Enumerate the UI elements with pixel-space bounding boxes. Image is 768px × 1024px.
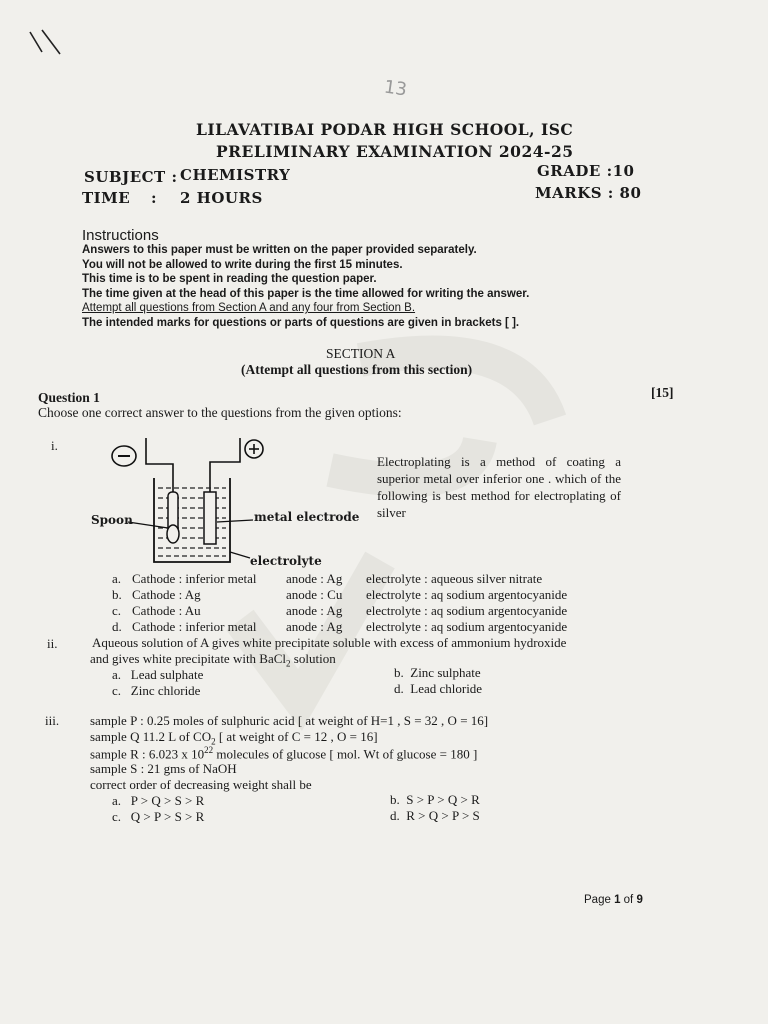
time-label: TIME bbox=[82, 189, 131, 207]
option-d: d. Lead chloride bbox=[394, 681, 483, 696]
instruction-line: This time is to be spent in reading the question paper. bbox=[82, 273, 377, 286]
instructions-list bbox=[82, 243, 529, 331]
subquestion-number-ii: ii. bbox=[47, 636, 58, 651]
question-marks: [15] bbox=[651, 385, 674, 400]
option-b bbox=[112, 587, 592, 603]
handwritten-page-number: 13 bbox=[382, 76, 409, 101]
option-letter: a. bbox=[112, 571, 122, 586]
subject-value: CHEMISTRY bbox=[180, 166, 291, 184]
option-a: a. Lead sulphate bbox=[112, 667, 204, 682]
sample-s: sample S : 21 gms of NaOH bbox=[90, 761, 237, 776]
question-prompt: Choose one correct answer to the questions from the given options: bbox=[38, 405, 402, 420]
option-electrolyte: electrolyte : aqueous silver nitrate bbox=[366, 571, 543, 586]
school-name: LILAVATIBAI PODAR HIGH SCHOOL, ISC bbox=[196, 120, 574, 139]
subquestion-number-iii: iii. bbox=[45, 713, 60, 728]
electroplating-diagram bbox=[88, 434, 358, 574]
sample-q: sample Q 11.2 L of $CO_2$ [ at weight of C = 12 , O = 16] bbox=[90, 729, 378, 747]
sample-r: sample R : 6.023 x $10^{22}$ molecules of glucose [ mol. Wt of glucose = 180 ] bbox=[90, 745, 478, 762]
subquestion-ii-line1: Aqueous solution of A gives white precipitate soluble with excess of ammonium hydroxide bbox=[92, 635, 567, 650]
option-cathode: Cathode : inferior metal bbox=[132, 571, 257, 586]
option-anode: anode : Ag bbox=[286, 603, 343, 618]
option-d: d. R > Q > P > S bbox=[390, 808, 480, 823]
sample-p: sample P : 0.25 moles of sulphuric acid [ at weight of H=1 , S = 32 , O = 16] bbox=[90, 713, 489, 728]
diagram-label-spoon: Spoon bbox=[91, 513, 133, 527]
grade: GRADE :10 bbox=[537, 162, 635, 180]
option-d bbox=[112, 619, 592, 635]
option-electrolyte: electrolyte : aq sodium argentocyanide bbox=[366, 619, 568, 634]
option-cathode: Cathode : Au bbox=[132, 603, 201, 618]
option-c: c. Q > P > S > R bbox=[112, 809, 205, 824]
time-value: 2 HOURS bbox=[180, 189, 263, 207]
option-b: b. Zinc sulphate bbox=[394, 665, 481, 680]
option-c bbox=[112, 603, 592, 619]
subquestion-number-i: i. bbox=[51, 438, 58, 453]
option-a bbox=[112, 571, 592, 587]
instruction-line: Answers to this paper must be written on the paper provided separately. bbox=[82, 244, 477, 256]
option-electrolyte: electrolyte : aq sodium argentocyanide bbox=[366, 587, 568, 602]
option-anode: anode : Cu bbox=[286, 587, 343, 602]
section-title: SECTION A bbox=[326, 346, 396, 361]
instruction-line: The time given at the head of this paper is the time allowed for writing the answer. bbox=[82, 287, 530, 300]
option-cathode: Cathode : inferior metal bbox=[132, 619, 257, 634]
option-letter: b. bbox=[112, 587, 122, 602]
instruction-line: The intended marks for questions or parts of questions are given in brackets [ ]. bbox=[82, 316, 520, 329]
marks: MARKS : 80 bbox=[535, 184, 642, 202]
time-colon: : bbox=[151, 189, 158, 207]
option-anode: anode : Ag bbox=[286, 619, 343, 634]
metal-electrode bbox=[204, 492, 216, 544]
instruction-line: You will not be allowed to write during the first 15 minutes. bbox=[82, 258, 403, 271]
option-b: b. S > P > Q > R bbox=[390, 792, 480, 807]
diagram-label-metal-electrode: metal electrode bbox=[254, 510, 360, 524]
instructions-heading: Instructions bbox=[82, 227, 159, 244]
page-number: Page 1 of 9 bbox=[584, 894, 643, 906]
subquestion-iii-prompt: correct order of decreasing weight shall be bbox=[90, 777, 312, 792]
option-electrolyte: electrolyte : aq sodium argentocyanide bbox=[366, 603, 568, 618]
beaker bbox=[154, 478, 230, 562]
question-title: Question 1 bbox=[38, 390, 100, 405]
diagram-label-electrolyte: electrolyte bbox=[250, 554, 322, 568]
subject-label: SUBJECT : bbox=[84, 168, 178, 186]
option-anode: anode : Ag bbox=[286, 571, 343, 586]
subquestion-ii-line2: and gives white precipitate with BaCl$_2$ solution bbox=[90, 651, 336, 669]
option-c: c. Zinc chloride bbox=[112, 683, 201, 698]
subquestion-i-text: Electroplating is a method of coating a superior metal over inferior one . which of the following is best method for electroplating of silver bbox=[377, 454, 621, 520]
section-subtitle: (Attempt all questions from this section) bbox=[241, 362, 473, 377]
pen-scribble-mark bbox=[28, 28, 68, 58]
option-a: a. P > Q > S > R bbox=[112, 793, 205, 808]
exam-title: PRELIMINARY EXAMINATION 2024-25 bbox=[216, 142, 574, 161]
option-letter: d. bbox=[112, 619, 122, 634]
option-cathode: Cathode : Ag bbox=[132, 587, 201, 602]
option-letter: c. bbox=[112, 603, 122, 618]
instruction-line: Attempt all questions from Section A and any four from Section B. bbox=[82, 302, 416, 315]
